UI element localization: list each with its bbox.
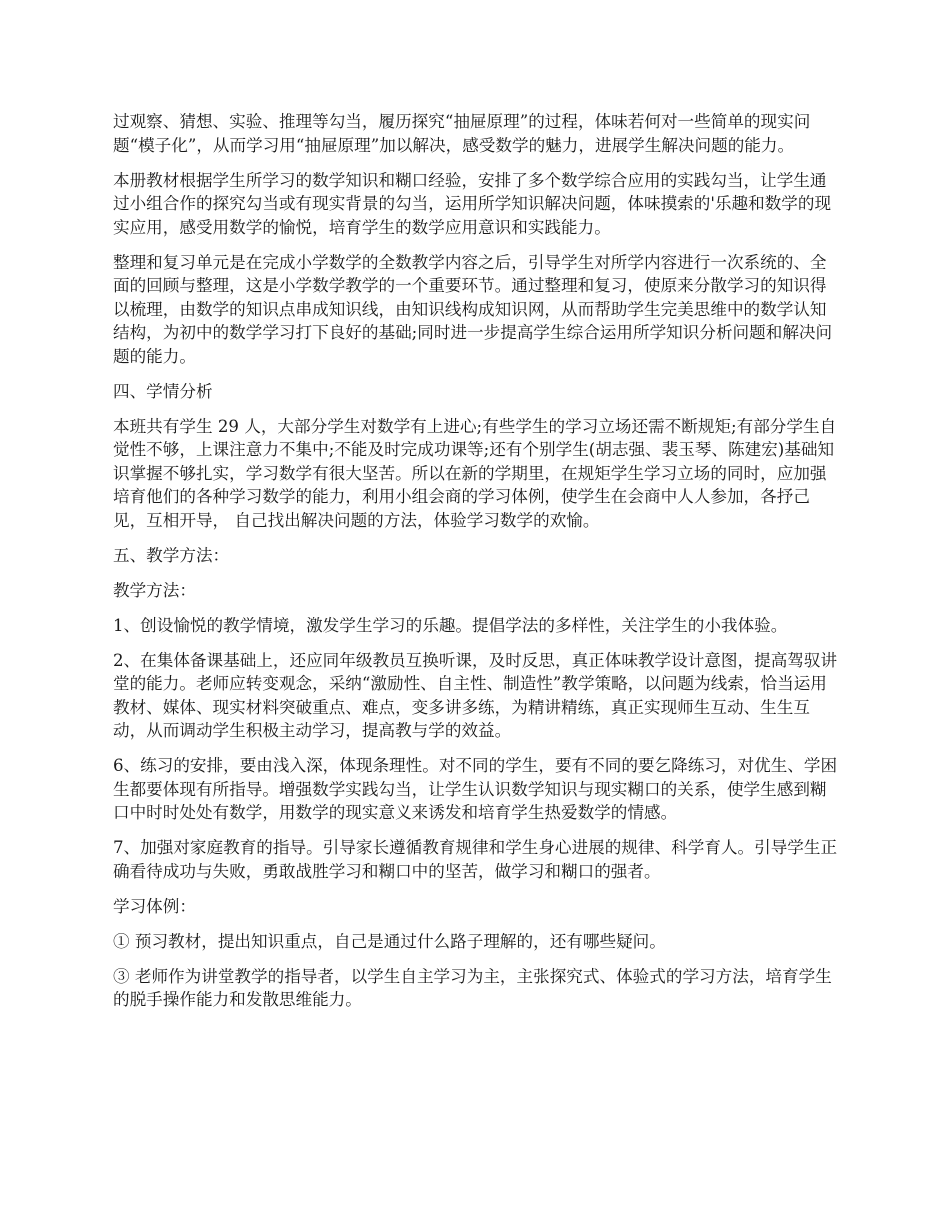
list-item-method-6: 6、练习的安排，要由浅入深，体现条理性。对不同的学生，要有不同的要乞降练习，对优生、学困生都要体现有所指导。增强数学实践勾当，让学生认识数学知识与现实糊口的关系，使学生感到糊口中时时处处有数学，用数学的现实意义来诱发和培育学生热爱数学的情感。: [113, 756, 838, 822]
subheading-learning-methods: 学习体例：: [113, 896, 196, 916]
document-body: [113, 110, 841, 1023]
paragraph-student-analysis: 本班共有学生 29 人，大部分学生对数学有上进心;有些学生的学习立场还需不断规矩;有部分学生自觉性不够，上课注意力不集中;不能及时完成功课等;还有个别学生(胡志强、裴玉琴、陈建宏)基础知识掌握不够扎实，学习数学有很大坚苦。所以在新的学期里，在规矩学生学习立场的同时，应加强培育他们的各种学习数学的能力，利用小组会商的学习体例，使学生在会商中人人参加，各抒己见，互相开导， 自己找出解决问题的方法，体验学习数学的欢愉。: [113, 416, 837, 530]
list-item-learning-3: ③ 老师作为讲堂教学的指导者，以学生自主学习为主，主张探究式、体验式的学习方法，培育学生的脱手操作能力和发散思维能力。: [113, 966, 832, 1009]
section-heading-teaching-methods: 五、教学方法：: [113, 545, 230, 565]
list-item-method-7: 7、加强对家庭教育的指导。引导家长遵循教育规律和学生身心进展的规律、科学育人。引导学生正确看待成功与失败，勇敢战胜学习和糊口中的坚苦，做学习和糊口的强者。: [113, 838, 838, 881]
paragraph-practice-activities: 本册教材根据学生所学习的数学知识和糊口经验，安排了多个数学综合应用的实践勾当，让学生通过小组合作的探究勾当或有现实背景的勾当，运用所学知识解决问题，体味摸索的'乐趣和数学的现实应用，感受用数学的愉悦，培育学生的数学应用意识和实践能力。: [113, 170, 832, 237]
list-item-method-1: 1、创设愉悦的教学情境，激发学生学习的乐趣。提倡学法的多样性，关注学生的小我体验。: [113, 615, 788, 635]
list-item-learning-1: ① 预习教材，提出知识重点，自己是通过什么路子理解的，还有哪些疑问。: [113, 931, 666, 951]
subheading-teaching-methods: 教学方法：: [113, 580, 196, 600]
paragraph-drawer-principle: 过观察、猜想、实验、推理等勾当，履历探究“抽屉原理”的过程，体味若何对一些简单的现实问题“模子化”，从而学习用“抽屉原理”加以解决，感受数学的魅力，进展学生解决问题的能力。: [113, 112, 811, 155]
section-heading-student-analysis: 四、学情分析: [113, 381, 213, 401]
paragraph-review-unit: 整理和复习单元是在完成小学数学的全数教学内容之后，引导学生对所学内容进行一次系统的、全面的回顾与整理，这是小学数学教学的一个重要环节。通过整理和复习，使原来分散学习的知识得以梳理，由数学的知识点串成知识线，由知识线构成知识网，从而帮助学生完美思维中的数学认知结构，为初中的数学学习打下良好的基础;同时进一步提高学生综合运用所学知识分析问题和解决问题的能力。: [113, 252, 833, 366]
list-item-method-2: 2、在集体备课基础上，还应同年级教员互换听课，及时反思，真正体味教学设计意图，提高驾驭讲堂的能力。老师应转变观念，采纳“激励性、自主性、制造性”教学策略，以问题为线索，恰当运用教材、媒体、现实材料突破重点、难点，变多讲多练，为精讲精练，真正实现师生互动、生生互动，从而调动学生积极主动学习，提高教与学的效益。: [113, 650, 838, 740]
